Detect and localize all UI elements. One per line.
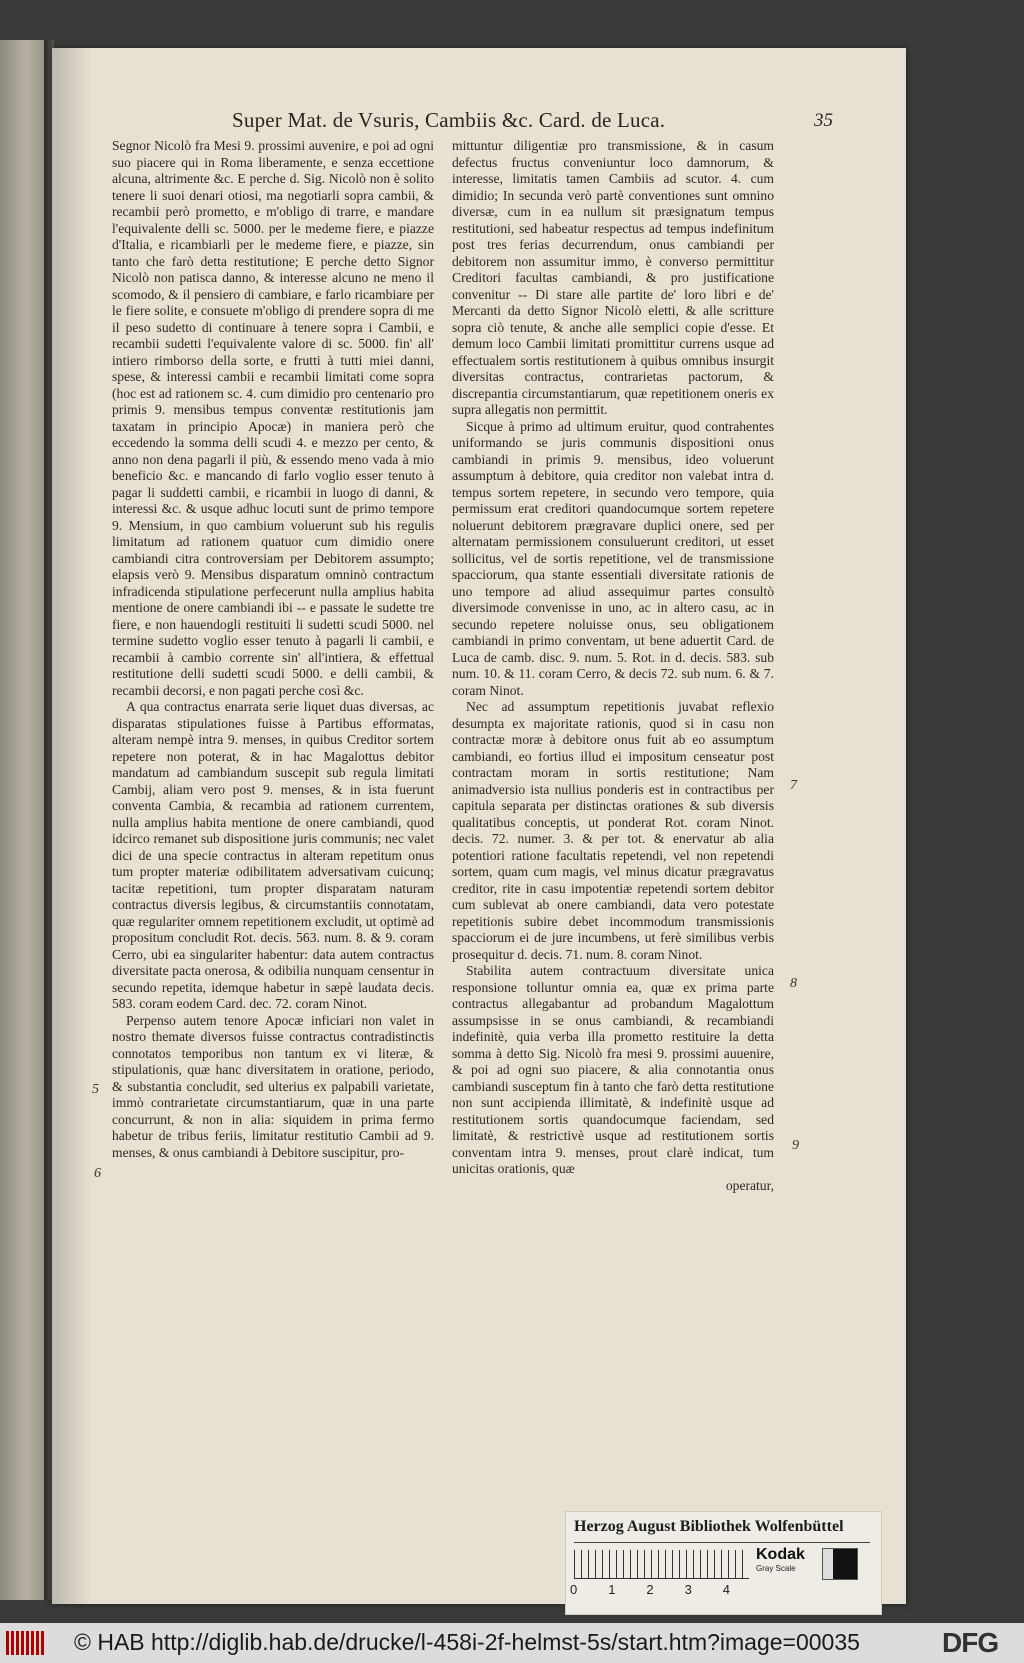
scale-number: 2 <box>646 1582 654 1597</box>
grayscale-label: Gray Scale <box>756 1564 796 1573</box>
scale-number: 3 <box>684 1582 692 1597</box>
adjacent-page <box>0 40 44 1600</box>
left-column <box>112 138 434 1161</box>
running-head: Super Mat. de Vsuris, Cambiis &c. Card. de Luca. <box>232 108 666 132</box>
dfg-logo: DFG <box>942 1627 999 1658</box>
margin-number: 7 <box>790 778 797 793</box>
paragraph: Segnor Nicolò fra Mesi 9. prossimi auvenire, e poi ad ogni suo piacere qui in Roma liberamente, e senza eccettione alcuna, altrimente &c. E perche d. Sig. Nicolò non è solito tenere li suoi denari otiosi, ma negotiarli sopra cambii, & recambii però prometto, e m'obligo di trarre, e mandare l'equivalente delli sc. 5000. per le medeme fiere, e piazze d'Italia, e ricambiarli per le medeme fiere, e piazze, sin tanto che farò detta restitutione; E perche detto Signor Nicolò non patisca danno, & interesse alcuno ne meno il scomodo, & il pensiero di cambiare, e farlo ricambiare per le fiere solite, e consuete m'obligo di prendere sopra di me il peso sudetto di continuare à tenere sopra i Cambii, e recambii sudetti l'equivalente valore di sc. 5000. fin' all' intiero rimborso della sorte, e frutti à tutti miei danni, spese, & interessi cambii e recambii limitati come sopra (hoc est ad rationem sc. 4. cum dimidio pro centenario pro primis 9. mensibus tempus conventæ restitutionis jam taxatam in principio Apocæ) in maniera però che eccedendo la somma delli scudi 4. e mezzo per cento, & anno non dena pagarli il più, & essendo meno vada à mio beneficio &c. e mancando di farlo voglio esser tenuto à pagar li suddetti cambii, e ricambii in luogo di danni, & interessi &c. & usque adhuc locuti sunt de primo tempore 9. Mensium, in quo cambium voluerunt sub his regulis limitatum ad rationem quatuor cum dimidio onere cambiandi citra controversiam per Debitorem assumpto; elapsis verò 9. Mensibus disparatum omninò contractum infradicenda stipulatione perfecerunt nulla amplius habita mentione de onere cambiandi ibi -- e passate le sudette tre fiere, e non hauendogli restituiti li sudetti scudi 5000. nel termine sudetto voglio esser tenuto à pagarli li cambii, e recambii à cambio corrente sin' all'intiera, & effettual restitutione delli sudetti scudi 5000. e delli cambii, & recambii decorsi, e non pagati perche così &c. <box>112 138 434 698</box>
scale-number: 1 <box>608 1582 616 1597</box>
scale-numbers <box>570 1582 760 1597</box>
scale-number: 0 <box>570 1582 578 1597</box>
paragraph: Sicque à primo ad ultimum eruitur, quod contrahentes uniformando se juris communis dispositioni onus cambiandi in primis 9. mensibus, ideo voluerunt assumptum à debitore, quia creditor non valebat intra d. tempus sortem repetere, in secundo vero tempore, quia permissum erat creditori quandocumque sortem repetere noluerunt debitorem prægravare duplici onere, sed per alternatam permissionem consuluerunt creditori, ut esset sollicitus, vel de sortis repetitione, vel de transmissione spacciorum, qua stante essentiali diversitate rationis de uno tempore ad aliud assequimur partes consultò diversimode convenisse in uno, ac in altero casu, ac in secundo repetere noluisse onus, seu obligationem cambiandi in primo conventam, ut bene aduertit Card. de Luca de camb. disc. 9. num. 5. Rot. in d. decis. 583. sub num. 10. & 11. coram Cerro, & decis 72. sub num. 6. & 7. coram Ninot. <box>452 418 774 698</box>
margin-number: 9 <box>792 1138 799 1153</box>
divider <box>574 1542 870 1543</box>
kodak-label: Kodak <box>756 1546 805 1563</box>
paragraph: Perpenso autem tenore Apocæ inficiari non valet in nostro themate diversos fuisse contractus contradistinctis connotatos temporibus non tantum ex vi literæ, & stipulationis, quæ hanc diversitatem in oratione, periodo, & substantia concludit, sed ulterius ex palpabili varietate, immò contrarietate circumstantiarum, quæ in una parte concurrunt, & non in alia: siquidem in prima fermo habetur de tribus feriis, limitatur restitutio Cambii ad 9. menses, & onus cambiandi à Debitore suscipitur, pro- <box>112 1012 434 1160</box>
document-page <box>52 48 906 1604</box>
margin-number: 5 <box>92 1082 99 1097</box>
catchword: operatur, <box>725 1177 774 1193</box>
page-number: 35 <box>814 110 833 131</box>
paragraph: Stabilita autem contractuum diversitate unica responsione tolluntur omnia ea, quæ ex prima parte contractus allegabantur ad probandum Magalottum assumpsisse in se onus cambiandi, & recambiandi indefinitè, quia verba illa prometto restituire la detta somma à detto Sig. Nicolò fra mesi 9. prossimi auuenire, & poi ad ogni suo piacere, & alia connotantia onus cambiandi susceptum fin à tanto che farò detta restitutione non sunt accipienda illimitatè, & indefinitè usque ad restitutionem sortis quandocumque faciendam, sed limitatè, & restrictivè usque ad restitutionem sortis conventam intra 9. menses, prout clarè indicat, tum unicitas orationis, quæ <box>452 963 774 1176</box>
paragraph: mittuntur diligentiæ pro transmissione, & in casum defectus fructus conveniuntur loco damnorum, & interesse, limitatis tamen Cambiis ad scutor. 4. cum dimidio; In secunda verò partè conventiones sunt omnino diversæ, cum in ea nullum sit præsignatum tempus restitutioni, sed habeatur respectus ad tempus indefinitum post tres ferias decurrendum, onus cambiandi per debitorem non assumitur immo, è converso permittitur Creditori facultas cambiandi, & pro justificatione convenitur -- Di stare alle partite de' loro libri e de' Mercanti da detto Signor Nicolò eletti, & alle scritture sopra ciò tenute, & anche alle semplici copie d'esse. Et demum loco Cambii limitati promittitur currens usque ad effectualem sortis restitutionem à quibus omnibus insurgit diversitas contractus, contrarietas pactorum, & discrepantia circumstantiarum, quæ repetitionem oneris ex supra allegatis non permittit. <box>452 138 774 417</box>
ruler-scale <box>574 1550 749 1579</box>
barcode-icon <box>6 1631 46 1655</box>
source-url[interactable]: © HAB http://diglib.hab.de/drucke/l-458i-2f-helmst-5s/start.htm?image=00035 <box>74 1629 860 1655</box>
paragraph: A qua contractus enarrata serie liquet duas diversas, ac disparatas stipulationes fuisse à Partibus efformatas, alteram nempè intra 9. menses, in quibus Creditor sortem repetere non poterat, & in hac Magalottus debitor mandatum ad cambiandum suscepit sub regula limitati Cambij, aliam vero post 9. menses, & in ista fuerunt conventa Cambia, & recambia ad rationem currentem, nulla amplius habita mentione de onere cambiandi, quod idcirco remanet sub dispositione juris communis; nec valet dici de una specie contractus in alteram repetitum onus tum propter materiæ odibilitatem adversativam cuicunq; tacitæ repetitioni, tum propter disparatam naturam contractus diversis legibus, & circumstantiis connotatam, quæ regulariter omnem repetitionem excludit, ut optimè ad propositum concludit Rot. decis. 563. num. 8. & 9. coram Cerro, ubi ea singulariter habentur: data autem contractus diversitate pacta onerosa, & odibilia nunquam censentur in secundo repetita, idemque habetur in sæpè laudata decis. 583. coram eodem Card. dec. 72. coram Ninot. <box>112 699 434 1011</box>
margin-number: 8 <box>790 976 797 991</box>
footer-bar <box>0 1623 1024 1663</box>
paragraph: Nec ad assumptum repetitionis juvabat reflexio desumpta ex majoritate rationis, quod si in casu non contractæ moræ à debitore onus fuit ab eo assumptum cambiandi, eo fortius illud ei impositum censeatur post contractam moram in sortis restitutione; Nam animadversio ista nullius ponderis est in contractibus per capitula separata per distinctas orationes & sub diversis qualitatibus conceptis, ut ponderat Rot. coram Ninot. decis. 72. numer. 3. & per tot. & enervatur ab alia potentiori ratione facultatis repetendi, vel non repetendi sortem, quam cum magis, vel minus dicatur prægravatus creditor, rite in casu impotentiæ repetendi sortem debitor cum sublevat ab onere cambiandi, data vero potestate repetitionis subire debet incommodum transmissionis spacciorum ei de jure incumbens, ut ferè similibus verbis prosequitur d. decis. 71. num. 8. coram Ninot. <box>452 699 774 962</box>
library-reference-card <box>565 1511 882 1615</box>
scale-number: 4 <box>722 1582 730 1597</box>
library-name: Herzog August Bibliothek Wolfenbüttel <box>574 1518 844 1535</box>
gray-patch <box>822 1548 858 1580</box>
margin-number: 6 <box>94 1166 101 1181</box>
right-column <box>452 138 774 1194</box>
